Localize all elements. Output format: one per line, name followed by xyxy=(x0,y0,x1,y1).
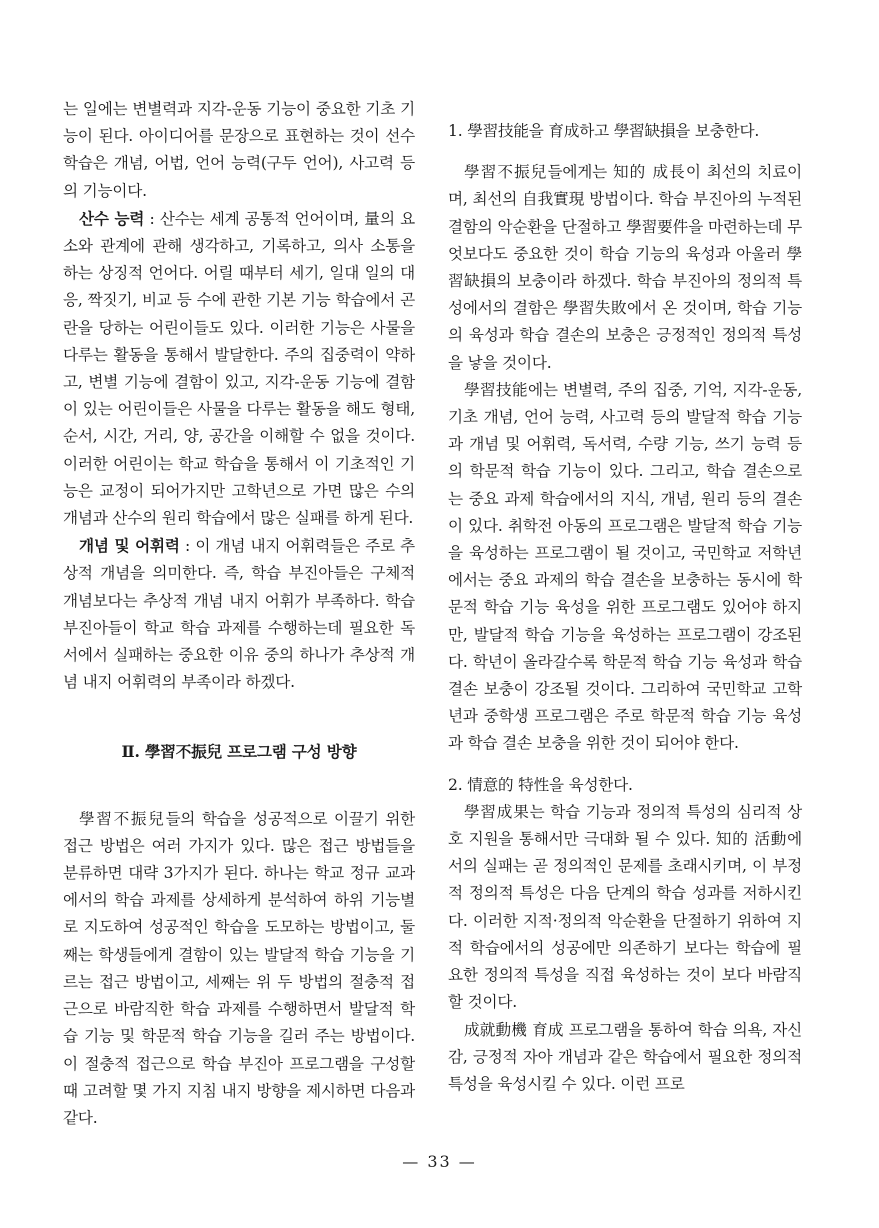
term-arithmetic: 산수 능력 xyxy=(79,208,145,228)
paragraph: 成就動機 育成 프로그램을 통하여 학습 의욕, 자신감, 긍정적 자아 개념과 같은 학습에서 필요한 정의적 특성을 육성시킬 수 있다. 이런 프로 xyxy=(448,1020,802,1093)
paragraph: 學習不振兒들의 학습을 성공적으로 이끌기 위한 접근 방법은 여러 가지가 있다. 많은 접근 방법들을 분류하면 대략 3가지가 된다. 하나는 학교 정규 교과에서의 학습 과제를 상세하게 분석하여 하위 기능별로 지도하여 성공적인 학습을 도모하는 방법이고, 둘째는 학생들에게 결함이 있는 발달적 학습 기능을 기르는 접근 방법이고, 세째는 위 두 방법의 절충적 접근으로 바람직한 학습 과제를 수행하면서 발달적 학습 기능 및 학문적 학습 기능을 길러 주는 방법이다. 이 절충적 접근으로 학습 부진아 프로그램을 구성할 때 고려할 몇 가지 지침 내지 방향을 제시하면 다음과 같다. xyxy=(63,809,415,1127)
paragraph: 學習成果는 학습 기능과 정의적 특성의 심리적 상호 지원을 통해서만 극대화 될 수 있다. 知的 活動에서의 실패는 곧 정의적인 문제를 초래시키며, 이 부정적 정의적 특성은 다음 단계의 학습 성과를 저하시킨다. 이러한 지적·정의적 악순환을 단절하기 위하여 지적 학습에서의 성공에만 의존하기 보다는 학습에 필요한 정의적 특성을 직접 육성하는 것이 보다 바람직할 것이다. xyxy=(448,802,802,1012)
paragraph: 學習不振兒들에게는 知的 成長이 최선의 치료이며, 최선의 自我實現 방법이다. 학습 부진아의 누적된 결함의 악순환을 단절하고 學習要件을 마련하는데 무엇보다도 중요한 것이 학습 기능의 육성과 아울러 學習缺損의 보충이라 하겠다. 학습 부진아의 정의적 특성에서의 결함은 學習失敗에서 온 것이며, 학습 기능의 육성과 학습 결손의 보충은 긍정적인 정의적 특성을 낳을 것이다. xyxy=(448,163,802,372)
paragraph-text: : 산수는 세계 공통적 언어이며, 量의 요소와 관계에 관해 생각하고, 기록하고, 의사 소통을 하는 상징적 언어다. 어릴 때부터 세기, 일대 일의 대응, 짝짓기, 비교 등 수에 관한 기본 기능 학습에서 곤란을 당하는 어린이들도 있다. 이러한 기능은 사물을 다루는 활동을 통해서 발달한다. 주의 집중력이 약하고, 변별 기능에 결함이 있고, 지각-운동 기능에 결함이 있는 어린이들은 사물을 다루는 활동을 해도 형태, 순서, 시간, 거리, 양, 공간을 이해할 수 없을 것이다. 이러한 어린이는 학교 학습을 통해서 이 기초적인 기능은 교정이 되어가지만 고학년으로 가면 많은 수의 개념과 산수의 원리 학습에서 많은 실패를 하게 된다. xyxy=(63,209,416,528)
subsection-title-1: 1. 學習技能을 育成하고 學習缺損을 보충한다. xyxy=(448,122,760,140)
paragraph: 學習技能에는 변별력, 주의 집중, 기억, 지각-운동, 기초 개념, 언어 능력, 사고력 등의 발달적 학습 기능과 개념 및 어휘력, 독서력, 수량 기능, 쓰기 능력 등의 학문적 학습 기능이 있다. 그리고, 학습 결손으로는 중요 과제 학습에서의 지식, 개념, 원리 등의 결손이 있다. 취학전 아동의 프로그램은 발달적 학습 기능을 육성하는 프로그램이 될 것이고, 국민학교 저학년에서는 중요 과제의 학습 결손을 보충하는 동시에 학문적 학습 기능 육성을 위한 프로그램도 있어야 하지만, 발달적 학습 기능을 육성하는 프로그램이 강조된다. 학년이 올라갈수록 학문적 학습 기능 육성과 학습 결손 보충이 강조될 것이다. 그리하여 국민학교 고학년과 중학생 프로그램은 주로 학문적 학습 기능 육성과 학습 결손 보충을 위한 것이 되어야 한다. xyxy=(448,380,802,753)
paragraph xyxy=(63,532,415,696)
left-column xyxy=(63,96,415,1132)
paragraph xyxy=(63,205,415,532)
subsection-title-2: 2. 情意的 特性을 육성한다. xyxy=(448,775,633,794)
page-number: — 33 — xyxy=(402,1152,477,1171)
paragraph: 는 일에는 변별력과 지각-운동 기능이 중요한 기초 기능이 된다. 아이디어를 문장으로 표현하는 것이 선수 학습은 개념, 어법, 언어 능력(구두 언어), 사고력 등의 기능이다. xyxy=(63,100,415,200)
term-concept-vocabulary: 개념 및 어휘력 xyxy=(79,536,180,556)
section-title: Ⅱ. 學習不振兒 프로그램 구성 방향 xyxy=(121,742,357,762)
paragraph-text: : 이 개념 내지 어휘력들은 주로 추상적 개념을 의미한다. 즉, 학습 부진아들은 구체적 개념보다는 추상적 개념 내지 어휘가 부족하다. 학습 부진아들이 학교 학습 과제를 수행하는데 필요한 독서에서 실패하는 중요한 이유 중의 하나가 추상적 개념 내지 어휘력의 부족이라 하겠다. xyxy=(63,537,415,692)
right-column xyxy=(448,118,802,1098)
